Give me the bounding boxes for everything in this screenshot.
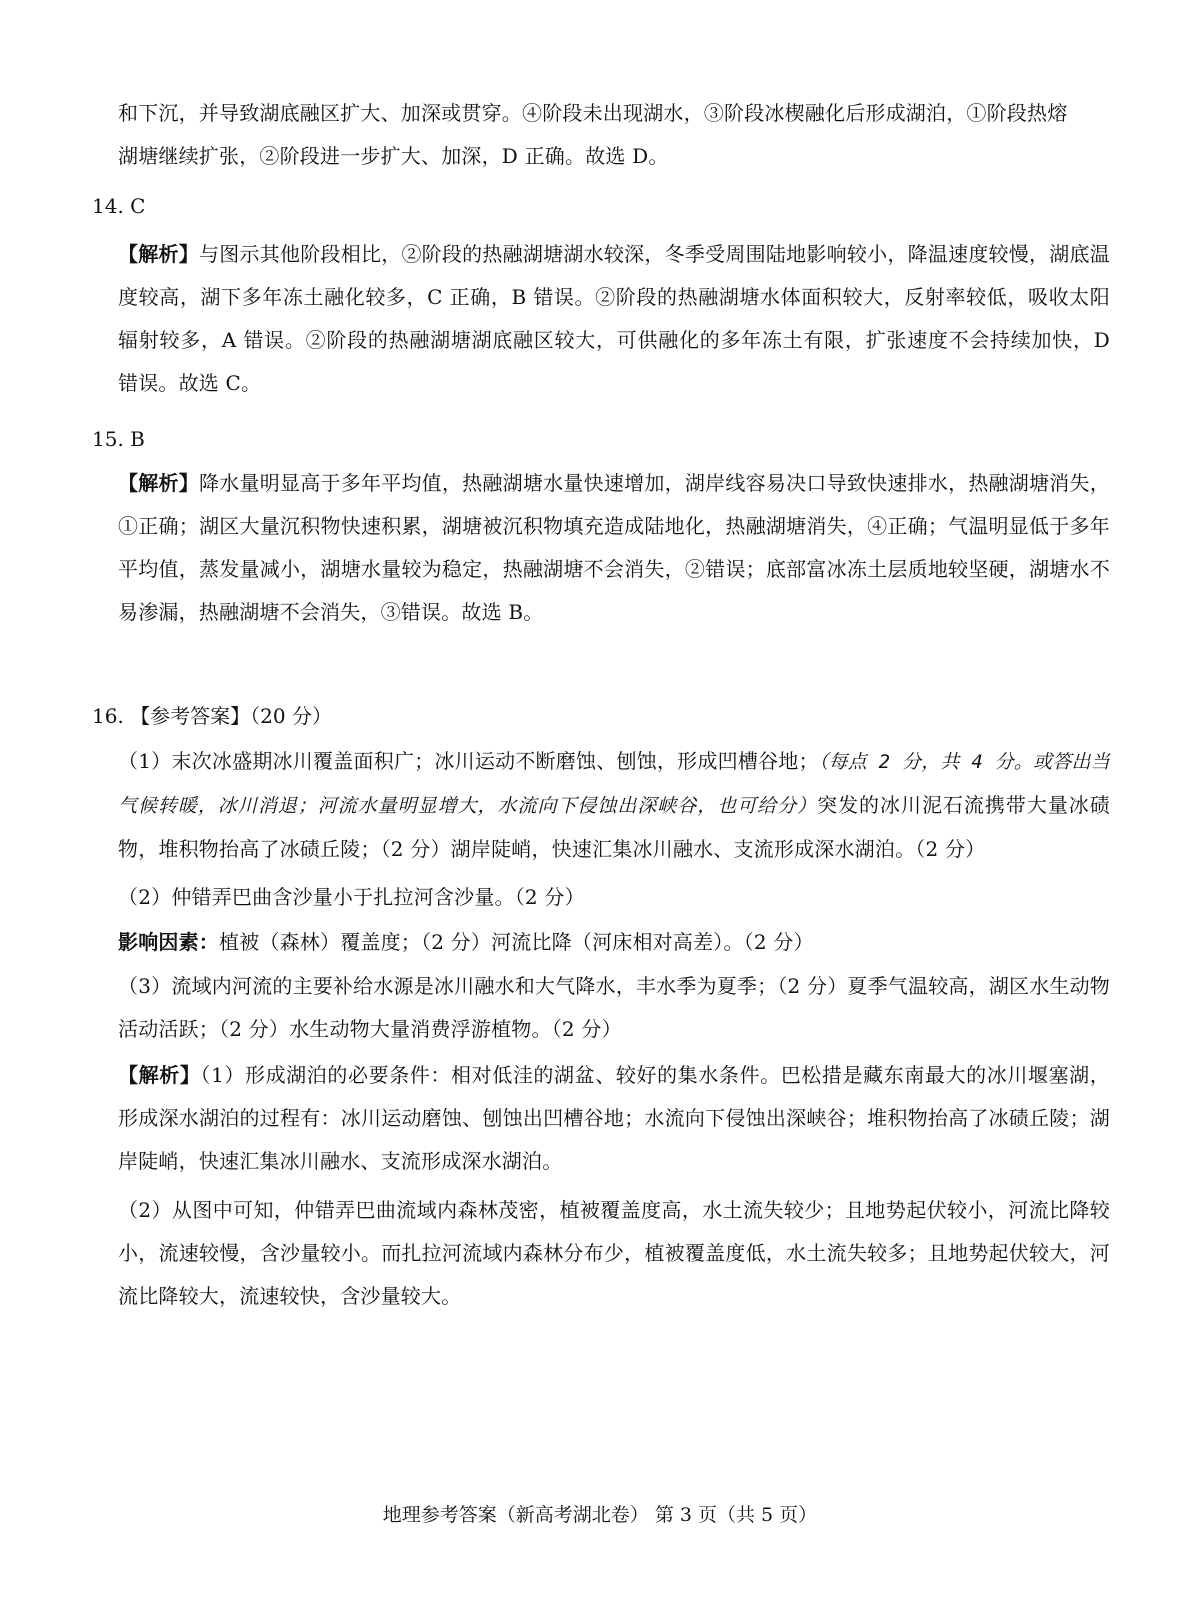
q14-analysis-text: 与图示其他阶段相比，②阶段的热融湖塘湖水较深，冬季受周围陆地影响较小，降温速度较慢，湖底温度较高，湖下多年冻土融化较多，C 正确，B 错误。②阶段的热融湖塘水体面积较大，反射率较低，吸收太阳辐射较多，A 错误。②阶段的热融湖塘湖底融区较大，可供融化的多年冻土有限，扩张速度不会持续加快，D 错误。故选 C。: [118, 242, 1110, 395]
influence-factors-label: 影响因素：: [118, 930, 219, 954]
q16-part1-grading-note: （每点 2 分，共 4 分。或答出当气候转暖，冰川消退；河流水量明显增大，水流向下侵蚀出深峡谷，也可给分）: [118, 751, 1110, 817]
q15-explanation: [118, 462, 1110, 634]
q16-analysis-part1: [118, 1054, 1110, 1183]
q16-part3-answer: （3）流域内河流的主要补给水源是冰川融水和大气降水，丰水季为夏季；（2 分）夏季气温较高，湖区水生动物活动活跃；（2 分）水生动物大量消费浮游植物。（2 分）: [118, 974, 1111, 1041]
q14-explanation: [118, 233, 1110, 405]
q16-part1-text-b: 突发的冰川泥石流携带大量冰碛物，堆积物抬高了冰碛丘陵；（2 分）湖岸陡峭，快速汇集冰川融水、支流形成深水湖泊。（2 分）: [118, 793, 1110, 861]
q16-analysis-part2: （2）从图中可知，仲错弄巴曲流域内森林茂密，植被覆盖度高，水土流失较少；且地势起伏较小，河流比降较小，流速较慢，含沙量较小。而扎拉河流域内森林分布少，植被覆盖度低，水土流失较多；且地势起伏较大，河流比降较大，流速较快，含沙量较大。: [118, 1198, 1110, 1308]
q16-analysis-part1-text: （1）形成湖泊的必要条件：相对低洼的湖盆、较好的集水条件。巴松措是藏东南最大的冰川堰塞湖，形成深水湖泊的过程有：冰川运动磨蚀、刨蚀出凹槽谷地；水流向下侵蚀出深峡谷；堆积物抬高了冰碛丘陵；湖岸陡峭，快速汇集冰川融水、支流形成深水湖泊。: [118, 1063, 1110, 1173]
q15-analysis-label: 【解析】: [118, 471, 199, 495]
q14-answer: 14. C: [92, 194, 146, 218]
q15-analysis-text: 降水量明显高于多年平均值，热融湖塘水量快速增加，湖岸线容易决口导致快速排水，热融湖塘消失，①正确；湖区大量沉积物快速积累，湖塘被沉积物填充造成陆地化，热融湖塘消失，④正确；气温明显低于多年平均值，蒸发量减小，湖塘水量较为稳定，热融湖塘不会消失，②错误；底部富冰冻土层质地较坚硬，湖塘水不易渗漏，热融湖塘不会消失，③错误。故选 B。: [118, 471, 1110, 624]
q16-part1-text-a: （1）末次冰盛期冰川覆盖面积广；冰川运动不断磨蚀、刨蚀，形成凹槽谷地；: [118, 749, 819, 773]
q13-tail-line1: 和下沉，并导致湖底融区扩大、加深或贯穿。④阶段未出现湖水，③阶段冰楔融化后形成湖泊，①阶段热熔: [118, 101, 1068, 125]
q16-analysis-label: 【解析】: [118, 1063, 201, 1087]
q16-header: 16. 【参考答案】（20 分）: [92, 704, 332, 728]
q15-answer: 15. B: [92, 427, 145, 451]
q16-part1-answer: [118, 740, 1110, 871]
q14-analysis-label: 【解析】: [118, 242, 199, 266]
q16-part2-answer: （2）仲错弄巴曲含沙量小于扎拉河含沙量。（2 分）: [118, 885, 585, 909]
page-footer: 地理参考答案（新高考湖北卷） 第 3 页（共 5 页）: [382, 1504, 818, 1526]
q16-influence-factors: [118, 921, 1110, 964]
influence-factors-text: 植被（森林）覆盖度；（2 分）河流比降（河床相对高差）。（2 分）: [219, 930, 814, 954]
q13-tail-line2: 湖塘继续扩张，②阶段进一步扩大、加深，D 正确。故选 D。: [118, 144, 669, 168]
